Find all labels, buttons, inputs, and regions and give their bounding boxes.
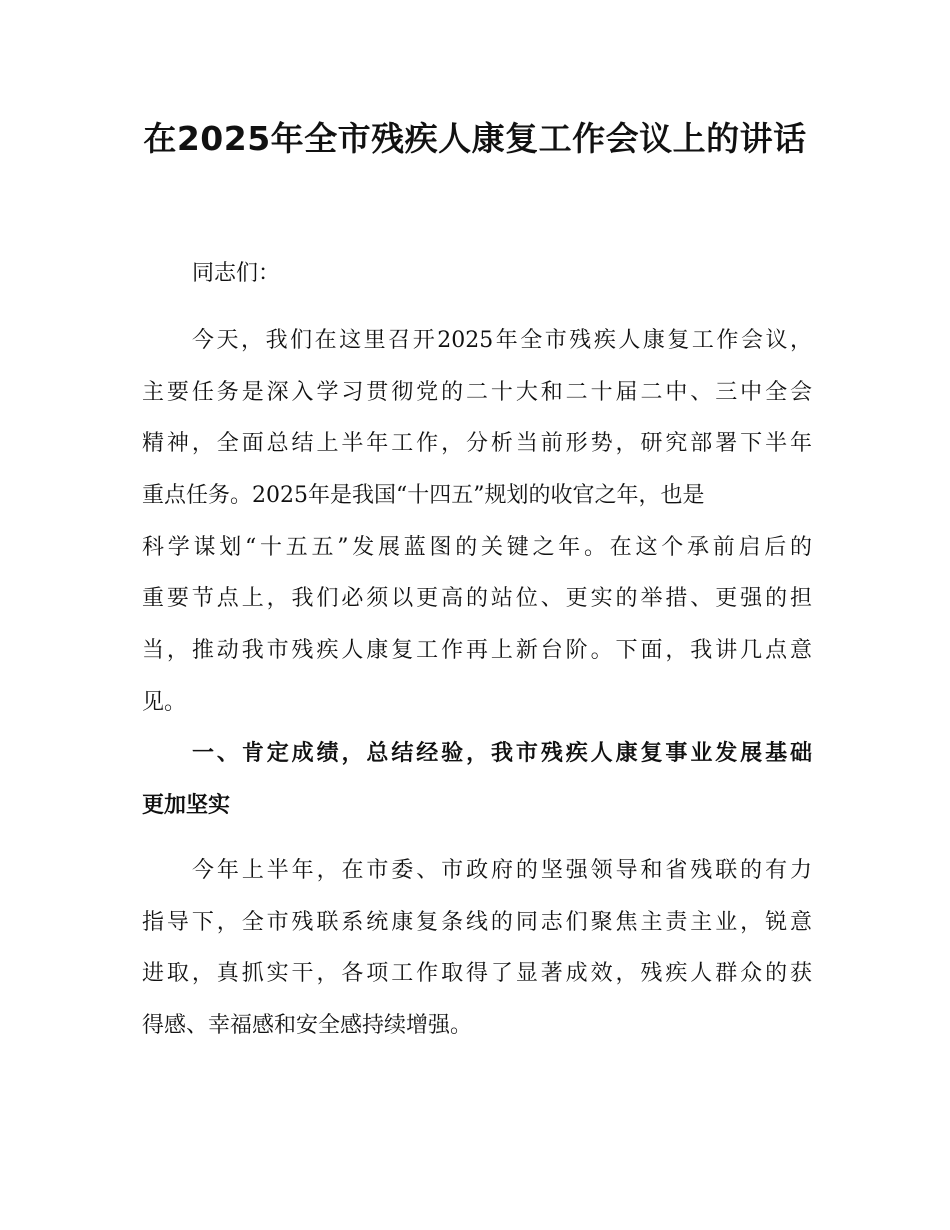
- paragraph-line: 今年上半年，在市委、市政府的坚强领导和省残联的有力: [192, 858, 812, 883]
- paragraph-line: 得感、幸福感和安全感持续增强。: [142, 1013, 473, 1039]
- paragraph-line: 精神，全面总结上半年工作，分析当前形势，研究部署下半年: [142, 431, 812, 457]
- paragraph-line: 今天，我们在这里召开2025年全市残疾人康复工作会议，: [192, 328, 812, 353]
- heading-line: 更加坚实: [142, 792, 231, 818]
- paragraph-line: 进取，真抓实干，各项工作取得了显著成效，残疾人群众的获: [142, 961, 812, 987]
- paragraph-line: 当，推动我市残疾人康复工作再上新台阶。下面，我讲几点意: [142, 638, 812, 664]
- paragraph-line: 重点任务。2025年是我国“十四五”规划的收官之年，也是: [142, 483, 705, 509]
- heading-line: 一、肯定成绩，总结经验，我市残疾人康复事业发展基础: [192, 741, 812, 766]
- paragraph-line: 主要任务是深入学习贯彻党的二十大和二十届二中、三中全会: [142, 379, 812, 405]
- intro-paragraph: [142, 323, 812, 737]
- salutation: 同志们：: [192, 261, 281, 286]
- section-1-paragraph: [142, 853, 812, 1060]
- document-title: 在2025年全市残疾人康复工作会议上的讲话: [143, 119, 807, 158]
- paragraph-line: 指导下，全市残联系统康复条线的同志们聚焦主责主业，锐意: [142, 909, 812, 935]
- section-heading-1: [142, 736, 812, 839]
- paragraph-line: 见。: [142, 689, 187, 715]
- paragraph-line: 科学谋划“十五五”发展蓝图的关键之年。在这个承前启后的: [142, 534, 812, 560]
- paragraph-line: 重要节点上，我们必须以更高的站位、更实的举措、更强的担: [142, 586, 812, 612]
